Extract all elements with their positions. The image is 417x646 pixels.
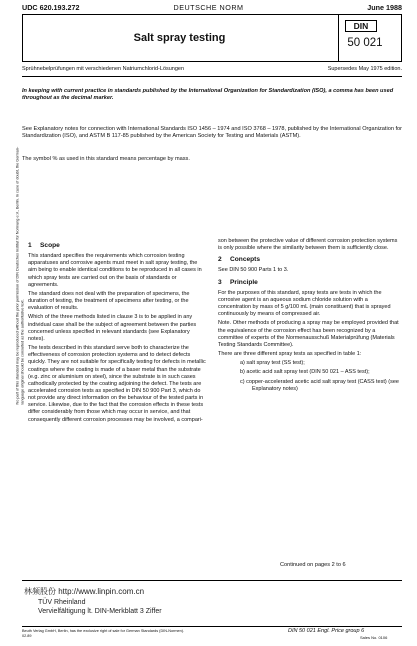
footer-sales: Sales No. 0106 (360, 635, 388, 640)
section-heading: 2 Concepts (218, 256, 261, 264)
symbol-note: The symbol % as used in this standard means percentage by mass. (22, 156, 190, 162)
note: Note. Other methods of producing a spray may be employed provided that the equivalence of the corrosion effect has been recognized by a committee of experts of the Normenausschuß Materialprüfung (Materials Testing Standards Committee). (218, 320, 399, 348)
supersedes-note: Supersedes May 1975 edition. (327, 66, 402, 72)
tuv-stamp: TÜV Rheinland (38, 599, 86, 606)
paragraph: For the purposes of this standard, spray tests are tests in which the corrosive agent is an aqueous sodium chloride solution with a concentration by mass of 5 g/100 mL (main constituent) that is sprayed continuously by means of compressed air. (218, 289, 391, 318)
page-title: Salt spray testing (133, 32, 226, 44)
paragraph: The tests described in this standard serve both to characterize the effectiveness of corrosion protection systems and to detect defects quickly. They are not suitable for specifically testing for defects in metallic coatings where the coating is made of a baser metal than the substrate (e.g. zinc or aluminium on steel), since the substrate is in such cases cathodically protected by the coating adjoining the defect. The tests are accelerated corrosion tests as specified in DIN 50 900 Part 3, which do not provide any direct information on the behaviour of the tested parts in service. Likewise, due to the fact that the corrosion effects in these tests differ considerably from those which may occur in service, and that consequently different corrosion processes may be involved, a compari- (28, 345, 206, 423)
right-column (218, 238, 400, 395)
german-title: Sprühnebelprüfungen mit verschiedenen Natriumchlorid-Lösungen (22, 66, 185, 72)
list-item: a) salt spray test (SS test); (240, 360, 305, 367)
section-heading: 1 Scope (28, 242, 60, 249)
paragraph: Which of the three methods listed in clause 3 is to be applied in any individual case shall be the subject of agreement between the parties concerned unless specified in relevant standards (see Explanatory notes). (28, 314, 197, 342)
list-item: b) acetic acid salt spray test (DIN 50 021 – ASS test); (240, 369, 370, 376)
issue-date: June 1988 (367, 3, 402, 12)
din-logo: DIN (345, 20, 377, 32)
explanatory-reference: See Explanatory notes for connection with International Standards ISO 1456 – 1974 and ISO 3768 – 1978, published by the International Organization for Standardization (ISO), and ASTM B 117-85 published by the American Society for Testing and Materials (ASTM). (22, 126, 403, 140)
copyright-side-note: No part of this standard may be reproduced without the prior permission of DIN Deutsches Institut für Normung e.V., Berlin. In case of doubt, the German-language original should be consulted as the authoritative text. (15, 146, 24, 405)
norm-label: DEUTSCHE NORM (173, 3, 244, 12)
left-column (28, 238, 206, 426)
continued-note: Continued on pages 2 to 6 (280, 562, 346, 568)
paragraph: son between the protective value of different corrosion protection systems is only possible where the similarity between them is sufficiently close. (218, 238, 398, 252)
paragraph: See DIN 50 900 Parts 1 to 3. (218, 267, 289, 274)
udc-number: UDC 620.193.272 (22, 3, 80, 12)
din-number: 50 021 (347, 37, 383, 49)
decimal-note: In keeping with current practice in standards published by the International Organization for Standardization (ISO), a comma has been used throughout as the decimal marker. (22, 88, 394, 102)
paragraph: The standard does not deal with the preparation of specimens, the duration of testing, the treatment of specimens after testing, or the evaluation of results. (28, 290, 190, 312)
distributor-stamp: 林频股份 http://www.linpin.com.cn (24, 587, 145, 596)
footer-publisher: Beuth Verlag GmbH, Berlin, has the exclusive right of sale for German Standards (DIN-Normen). 02.89 (22, 629, 185, 638)
copy-permission-stamp: Vervielfältigung lt. DIN-Merkblatt 3 Ziffer (38, 608, 162, 615)
paragraph: There are three different spray tests as specified in table 1: (218, 351, 362, 358)
test-list (240, 360, 400, 393)
section-heading: 3 Principle (218, 278, 258, 286)
divider (22, 626, 402, 627)
divider (22, 76, 402, 77)
paragraph: This standard specifies the requirements which corrosion testing apparatuses and corrosive agents must meet in salt spray testing, the aim being to enable identical conditions to be reproduced in all cases in which spray tests are carried out on the basis of standards or agreements. (28, 253, 202, 288)
divider (22, 580, 402, 581)
subtitle-row (22, 66, 402, 72)
list-item: c) copper-accelerated acetic acid salt spray test (CASS test) (see Explanatory notes) (240, 378, 399, 392)
footer-standard: DIN 50 021 Engl. Price group 6 (288, 628, 365, 634)
